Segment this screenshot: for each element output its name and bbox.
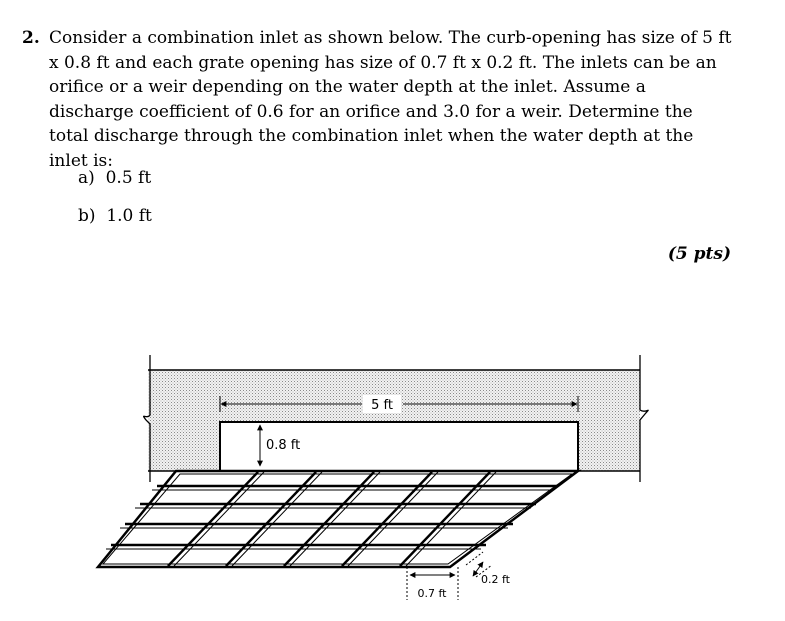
- points-value: (5 pts): [667, 244, 731, 264]
- part-b-label: b): [78, 206, 96, 226]
- problem-number: 2.: [22, 28, 40, 48]
- curb-height-label: 0.8 ft: [266, 438, 301, 453]
- problem-statement: Consider a combination inlet as shown below. The curb-opening has size of 5 ft x 0.8 ft and each grate opening has size of 0.7 ft x 0.2 ft. The inlets can be an orifice or a weir depending on the water depth at the inlet. Assume a discharge coefficient of 0.6 for an orifice and 3.0 for a weir. Determine the total discharge through the combination inlet when the water depth at the inlet is:: [49, 28, 732, 171]
- part-b-text: 1.0 ft: [106, 206, 152, 226]
- right-break-line: [640, 355, 648, 482]
- grate: [98, 471, 578, 567]
- curb-length-label: 5 ft: [371, 398, 393, 413]
- part-a-text: 0.5 ft: [105, 168, 152, 188]
- part-a-label: a): [78, 168, 95, 188]
- grate-width-label: 0.2 ft: [481, 573, 510, 586]
- grate-length-label: 0.7 ft: [417, 587, 447, 600]
